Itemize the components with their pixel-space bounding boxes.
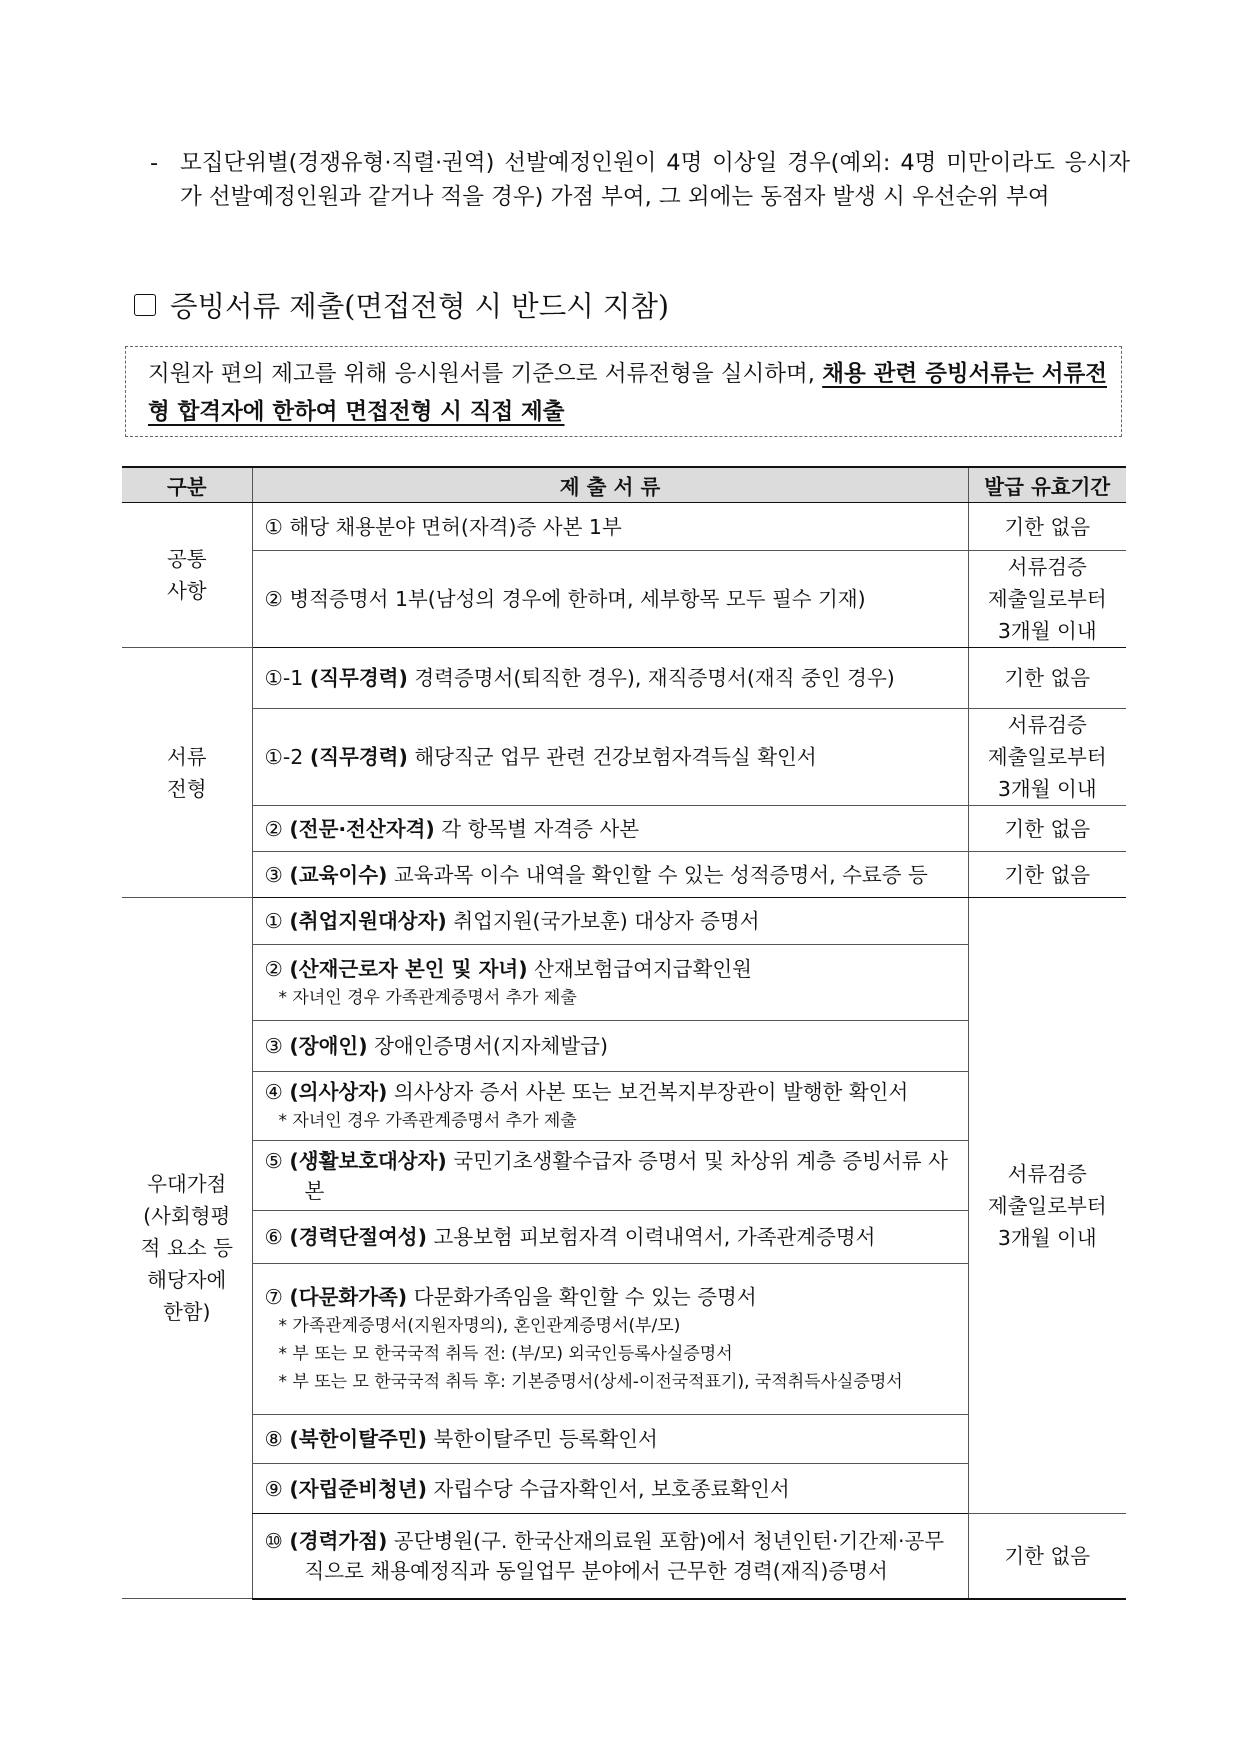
- header-documents: 제 출 서 류: [252, 467, 968, 503]
- item-category: (경력가점): [289, 1528, 388, 1553]
- item-text: 각 항목별 자격증 사본: [441, 816, 640, 841]
- document-cell: [252, 1514, 968, 1599]
- document-cell: [252, 1464, 968, 1514]
- item-text: 경력증명서(퇴직한 경우), 재직증명서(재직 중인 경우): [414, 666, 895, 690]
- item-category: (교육이수): [289, 862, 388, 887]
- item-text: 해당 채용분야 면허(자격)증 사본 1부: [289, 514, 622, 539]
- item-note: * 자녀인 경우 가족관계증명서 추가 제출: [278, 1111, 577, 1131]
- item-text: 교육과목 이수 내역을 확인할 수 있는 성적증명서, 수료증 등: [393, 862, 928, 887]
- bullet-text: 모집단위별(경쟁유형·직렬·권역) 선발예정인원이 4명 이상일 경우(예외: 4명 미만이라도 응시자가 선발예정인원과 같거나 적을 경우) 가점 부여, 그 외에는 동점자 발생 시 우선순위 부여: [180, 150, 1130, 210]
- validity-line: 3개월 이내: [997, 1225, 1097, 1250]
- validity-cell: [968, 898, 1126, 1514]
- item-number: ⑧: [264, 1427, 283, 1451]
- item-number: ③: [264, 862, 283, 887]
- validity-line: 제출일로부터: [987, 1193, 1107, 1218]
- item-number: ③: [264, 1034, 283, 1058]
- group-label-line: 공통: [166, 547, 207, 571]
- item-number: ⑤: [264, 1148, 283, 1173]
- item-text: 산재보험급여지급확인원: [534, 956, 752, 981]
- group-label-line: (사회형평: [143, 1204, 231, 1228]
- group-label-line: 적 요소 등: [140, 1236, 233, 1260]
- item-category: (경력단절여성): [289, 1225, 427, 1249]
- item-text: 의사상자 증서 사본 또는 보건복지부장관이 발행한 확인서: [393, 1080, 909, 1104]
- validity-cell: [968, 709, 1126, 806]
- table-row: [122, 648, 1126, 709]
- validity-cell: 기한 없음: [968, 1514, 1126, 1599]
- item-category: (직무경력): [309, 745, 408, 769]
- table-row: [122, 898, 1126, 945]
- validity-line: 서류검증: [1007, 1161, 1087, 1186]
- item-number: ②: [264, 816, 283, 841]
- item-text: 해당직군 업무 관련 건강보험자격득실 확인서: [414, 745, 817, 769]
- item-number: ②: [264, 587, 283, 611]
- header-category: 구분: [122, 467, 252, 503]
- document-cell: [252, 806, 968, 852]
- validity-cell: 기한 없음: [968, 503, 1126, 551]
- item-text: 장애인증명서(지자체발급): [374, 1034, 608, 1058]
- item-text: 공단병원(구. 한국산재의료원 포함)에서 청년인턴·기간제·공무직으로 채용예정직과 동일업무 분야에서 근무한 경력(재직)증명서: [304, 1528, 945, 1583]
- section-heading-text: 증빙서류 제출(면접전형 시 반드시 지참): [170, 290, 669, 323]
- header-validity: 발급 유효기간: [968, 467, 1126, 503]
- validity-line: 3개월 이내: [997, 619, 1097, 643]
- item-text: 다문화가족임을 확인할 수 있는 증명서: [413, 1285, 757, 1309]
- item-number: ①: [264, 909, 283, 933]
- item-note: * 부 또는 모 한국국적 취득 전: (부/모) 외국인등록사실증명서: [278, 1344, 733, 1364]
- validity-line: 3개월 이내: [997, 777, 1097, 801]
- item-category: (취업지원대상자): [289, 909, 447, 933]
- document-cell: [252, 1415, 968, 1464]
- item-note: * 부 또는 모 한국국적 취득 후: 기본증명서(상세-이전국적표기), 국적취득사실증명서: [278, 1372, 903, 1392]
- document-cell: [252, 1264, 968, 1415]
- item-text: 북한이탈주민 등록확인서: [433, 1427, 658, 1451]
- item-note: * 가족관계증명서(지원자명의), 혼인관계증명서(부/모): [278, 1316, 681, 1336]
- item-category: (생활보호대상자): [289, 1148, 447, 1173]
- validity-cell: [968, 551, 1126, 648]
- group-label-line: 전형: [166, 776, 207, 801]
- validity-line: 서류검증: [1007, 555, 1087, 579]
- validity-cell: 기한 없음: [968, 806, 1126, 852]
- document-table: [122, 466, 1126, 1600]
- item-number: ①: [264, 514, 283, 539]
- document-cell: [252, 1211, 968, 1264]
- bullet-dash: -: [150, 150, 159, 176]
- document-cell: [252, 852, 968, 898]
- item-number: ①-1: [264, 666, 304, 690]
- table-row: [122, 709, 1126, 806]
- item-number: ⑨: [264, 1476, 283, 1501]
- item-category: (자립준비청년): [289, 1476, 427, 1501]
- item-number: ⑥: [264, 1225, 283, 1249]
- validity-line: 서류검증: [1007, 713, 1087, 737]
- group-label-line: 한함): [162, 1300, 211, 1324]
- checkbox-square-icon: [134, 294, 156, 316]
- group-label-line: 해당자에: [147, 1268, 227, 1292]
- item-number: ①-2: [264, 745, 304, 769]
- table-header-row: [122, 467, 1126, 503]
- group-label-document: [122, 648, 252, 898]
- item-category: (다문화가족): [289, 1285, 408, 1309]
- document-cell: [252, 1072, 968, 1141]
- notice-box: [125, 346, 1122, 437]
- table-row: [122, 551, 1126, 648]
- document-cell: [252, 709, 968, 806]
- item-category: (북한이탈주민): [289, 1427, 427, 1451]
- item-category: (의사상자): [289, 1080, 388, 1104]
- table-row: [122, 503, 1126, 551]
- item-number: ⑩: [264, 1528, 283, 1553]
- validity-line: 제출일로부터: [987, 745, 1107, 769]
- item-category: (산재근로자 본인 및 자녀): [289, 956, 528, 981]
- document-cell: [252, 945, 968, 1021]
- group-label-preferential: [122, 898, 252, 1599]
- group-label-common: [122, 503, 252, 648]
- item-text: 고용보험 피보험자격 이력내역서, 가족관계증명서: [433, 1225, 876, 1249]
- item-number: ④: [264, 1080, 283, 1104]
- item-text: 취업지원(국가보훈) 대상자 증명서: [453, 909, 760, 933]
- group-label-line: 사항: [166, 579, 207, 603]
- item-number: ②: [264, 956, 283, 981]
- document-cell: [252, 551, 968, 648]
- item-text: 자립수당 수급자확인서, 보호종료확인서: [433, 1476, 790, 1501]
- item-category: (전문·전산자격): [289, 816, 435, 841]
- table-row: [122, 1514, 1126, 1599]
- validity-line: 제출일로부터: [987, 587, 1107, 611]
- item-text: 병적증명서 1부(남성의 경우에 한하며, 세부항목 모두 필수 기재): [289, 587, 866, 611]
- group-label-line: 서류: [166, 744, 207, 769]
- section-heading: [134, 284, 669, 325]
- bullet-paragraph: [150, 146, 1130, 214]
- item-category: (직무경력): [309, 666, 408, 690]
- item-text: 국민기초생활수급자 증명서 및 차상위 계층 증빙서류 사본: [304, 1148, 948, 1203]
- table-row: [122, 806, 1126, 852]
- document-cell: [252, 1141, 968, 1211]
- notice-plain-text: 지원자 편의 제고를 위해 응시원서를 기준으로 서류전형을 실시하며,: [148, 361, 823, 387]
- document-cell: [252, 648, 968, 709]
- notice-highlight-text: 채용 관련 증빙서류는 서류전형 합격자에 한하여 면접전형 시 직접 제출: [148, 361, 1107, 425]
- item-category: (장애인): [289, 1034, 368, 1058]
- validity-cell: 기한 없음: [968, 852, 1126, 898]
- document-cell: [252, 898, 968, 945]
- group-label-line: 우대가점: [147, 1172, 227, 1196]
- document-cell: [252, 1021, 968, 1072]
- item-number: ⑦: [264, 1285, 283, 1309]
- table-row: [122, 852, 1126, 898]
- document-cell: [252, 503, 968, 551]
- validity-cell: 기한 없음: [968, 648, 1126, 709]
- item-note: * 자녀인 경우 가족관계증명서 추가 제출: [278, 987, 577, 1008]
